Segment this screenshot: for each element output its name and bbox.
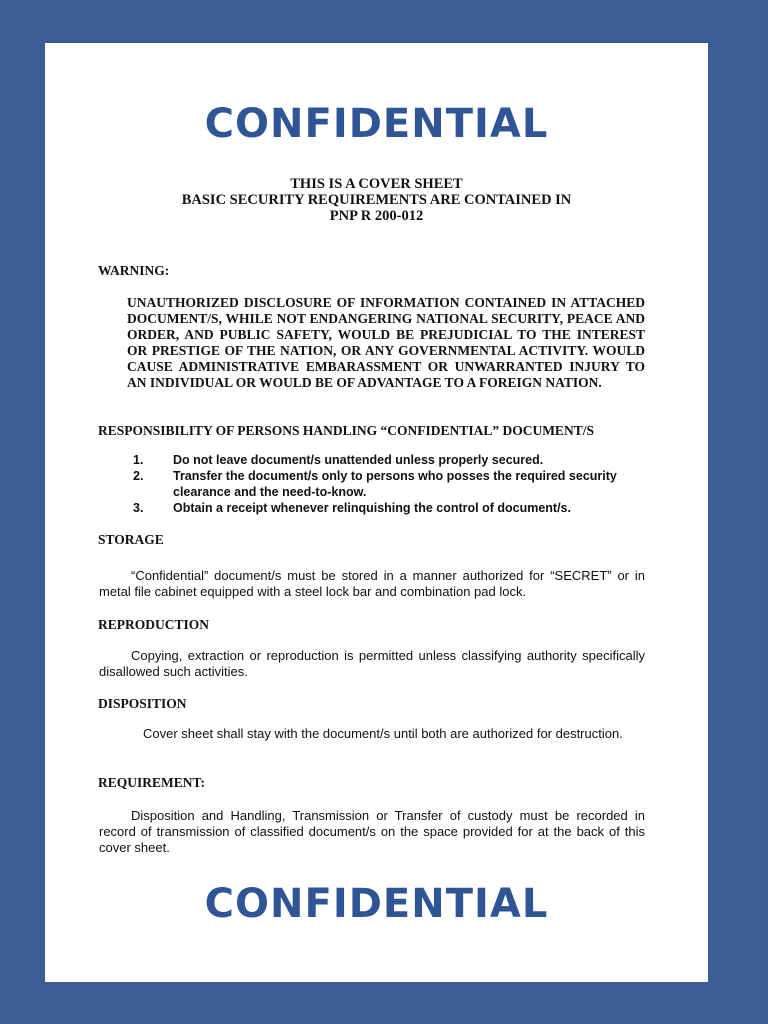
disposition-label: DISPOSITION [98,696,187,711]
list-item-text: Obtain a receipt whenever relinquishing the control of document/s. [173,501,571,515]
requirement-label: REQUIREMENT: [98,775,206,790]
responsibility-label: RESPONSIBILITY OF PERSONS HANDLING “CONFIDENTIAL” DOCUMENT/S [98,423,594,438]
reproduction-label: REPRODUCTION [98,617,210,632]
cover-sheet [45,43,708,982]
cover-heading [45,176,708,224]
reproduction-text [99,648,645,680]
requirement-text [99,808,645,856]
list-item-text: Do not leave document/s unattended unless properly secured. [173,453,544,467]
disposition-text-content: Cover sheet shall stay with the document/s until both are authorized for destruction. [143,726,623,741]
list-item-number: 2. [133,469,144,483]
cover-heading-line3: PNP R 200-012 [329,208,424,224]
storage-text-content: “Confidential” document/s must be stored in a manner authorized for “SECRET” or in metal file cabinet equipped with a steel lock bar and combination pad lock. [99,568,645,599]
warning-text: UNAUTHORIZED DISCLOSURE OF INFORMATION CONTAINED IN ATTACHED DOCUMENT/S, WHILE NOT ENDANGERING NATIONAL SECURITY, PEACE AND ORDER, AND PUBLIC SAFETY, WOULD BE PREJUDICIAL TO THE INTEREST OR PRESTIGE OF THE NATION, OR ANY GOVERNMENTAL ACTIVITY. WOULD CAUSE ADMINISTRATIVE EMBARASSMENT OR UNWARRANTED INJURY TO AN INDIVIDUAL OR WOULD BE OF ADVANTAGE TO A FOREIGN NATION. [127,295,645,390]
storage-label: STORAGE [98,532,164,547]
list-item [127,468,647,500]
list-item [127,500,647,516]
list-item [127,452,647,468]
storage-text [99,568,645,600]
cover-heading-line2: BASIC SECURITY REQUIREMENTS ARE CONTAINED IN [181,192,572,208]
cover-heading-line1: THIS IS A COVER SHEET [290,176,463,192]
confidential-stamp-top: CONFIDENTIAL [204,101,549,147]
reproduction-text-content: Copying, extraction or reproduction is permitted unless classifying authority specifically disallowed such activities. [99,648,645,679]
requirement-text-content: Disposition and Handling, Transmission or Transfer of custody must be recorded in record of transmission of classified document/s on the space provided for at the back of this cover sheet. [99,808,645,855]
list-item-number: 1. [133,453,144,467]
responsibility-list [127,452,647,516]
disposition-text [99,726,645,742]
list-item-number: 3. [133,501,144,515]
confidential-stamp-bottom: CONFIDENTIAL [204,881,549,927]
list-item-text: Transfer the document/s only to persons who posses the required security clearance and the need-to-know. [173,469,617,499]
warning-label: WARNING: [98,263,170,278]
